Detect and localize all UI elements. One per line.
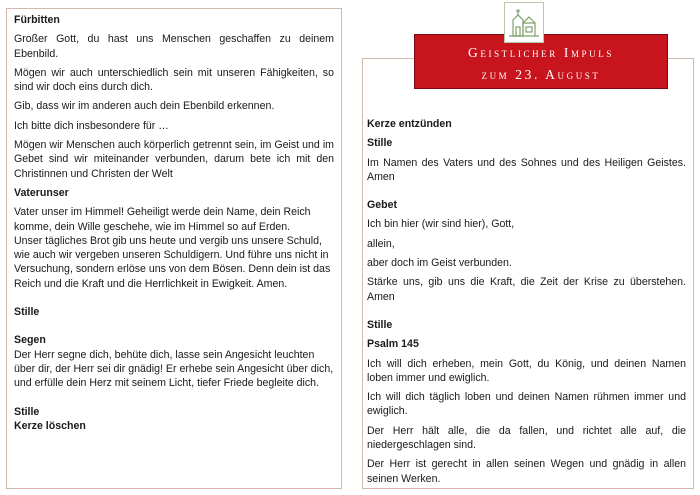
church-logo-svg [505, 3, 543, 42]
gebet-line-1: Ich bin hier (wir sind hier), Gott, [367, 218, 515, 231]
psalm-heading: Psalm 145 [367, 338, 419, 351]
segen-heading: Segen [14, 334, 46, 347]
stille-heading-right-2: Stille [367, 318, 393, 331]
right-column [367, 117, 686, 486]
vaterunser-heading: Vaterunser [14, 186, 69, 199]
psalm-verse-4: Der Herr ist gerecht in allen seinen Wegen und gnädig in allen seinen Werken. [367, 458, 686, 485]
vaterunser-paragraph-2: Unser tägliches Brot gib uns heute und vergib uns unsere Schuld, wie auch wir vergeben unseren Schuldigern. Und führe uns nicht in Versuchung, sondern erlöse uns von dem Bösen. Denn dein ist das Reich und die Kraft und die Herrlichkeit in Ewigkeit. Amen. [14, 234, 331, 290]
fuerbitten-paragraph-4: Ich bitte dich insbesondere für … [14, 119, 169, 132]
gebet-line-3: aber doch im Geist verbunden. [367, 257, 512, 270]
fuerbitten-paragraph-2: Mögen wir auch unterschiedlich sein mit unseren Fähigkeiten, so sind wir doch eins durch dich. [14, 66, 334, 94]
psalm-verse-1: Ich will dich erheben, mein Gott, du König, und deinen Namen loben immer und ewiglich. [367, 357, 686, 384]
gebet-heading: Gebet [367, 199, 398, 212]
fuerbitten-paragraph-1: Großer Gott, du hast uns Menschen geschaffen zu deinem Ebenbild. [14, 33, 334, 60]
banner-title-line-2: zum 23. August [481, 67, 601, 82]
gebet-line-4: Stärke uns, gib uns die Kraft, die Zeit der Krise zu überstehen. Amen [367, 276, 686, 303]
kerze-loeschen-heading: Kerze löschen [14, 419, 86, 432]
fuerbitten-heading: Fürbitten [14, 14, 60, 26]
fuerbitten-paragraph-5: Mögen wir Menschen auch körperlich getrennt sein, im Geist und im Gebet sind wir miteinander verbunden, darum bete ich mit den Christinnen und Christen der Welt [14, 139, 334, 180]
banner-title-line-1: Geistlicher Impuls [468, 45, 614, 60]
stille-heading-left-1: Stille [14, 306, 40, 319]
psalm-verse-3: Der Herr hält alle, die da fallen, und richtet alle auf, die niedergeschlagen sind. [367, 424, 686, 452]
vaterunser-paragraph-1: Vater unser im Himmel! Geheiligt werde dein Name, dein Reich komme, dein Wille geschehe, wie im Himmel so auf Erden. [14, 206, 311, 233]
kerze-entzuenden-heading: Kerze entzünden [367, 118, 452, 130]
gebet-line-2: allein, [367, 237, 395, 250]
left-column [14, 13, 334, 433]
stille-heading-left-2: Stille [14, 405, 40, 418]
church-logo-icon [504, 2, 544, 43]
stille-heading-right-1: Stille [367, 137, 393, 150]
fuerbitten-paragraph-3: Gib, dass wir im anderen auch dein Ebenbild erkennen. [14, 100, 275, 113]
psalm-verse-2: Ich will dich täglich loben und deinen Namen rühmen immer und ewiglich. [367, 391, 686, 418]
trinitarian-formula: Im Namen des Vaters und des Sohnes und des Heiligen Geistes. Amen [367, 156, 686, 183]
segen-paragraph: Der Herr segne dich, behüte dich, lasse sein Angesicht leuchten über dir, der Herr sei dir gnädig! Er erhebe sein Angesicht über dich, und erfülle dein Herz mit seinem Licht, tiefer Friede begleite dich. [14, 348, 334, 390]
